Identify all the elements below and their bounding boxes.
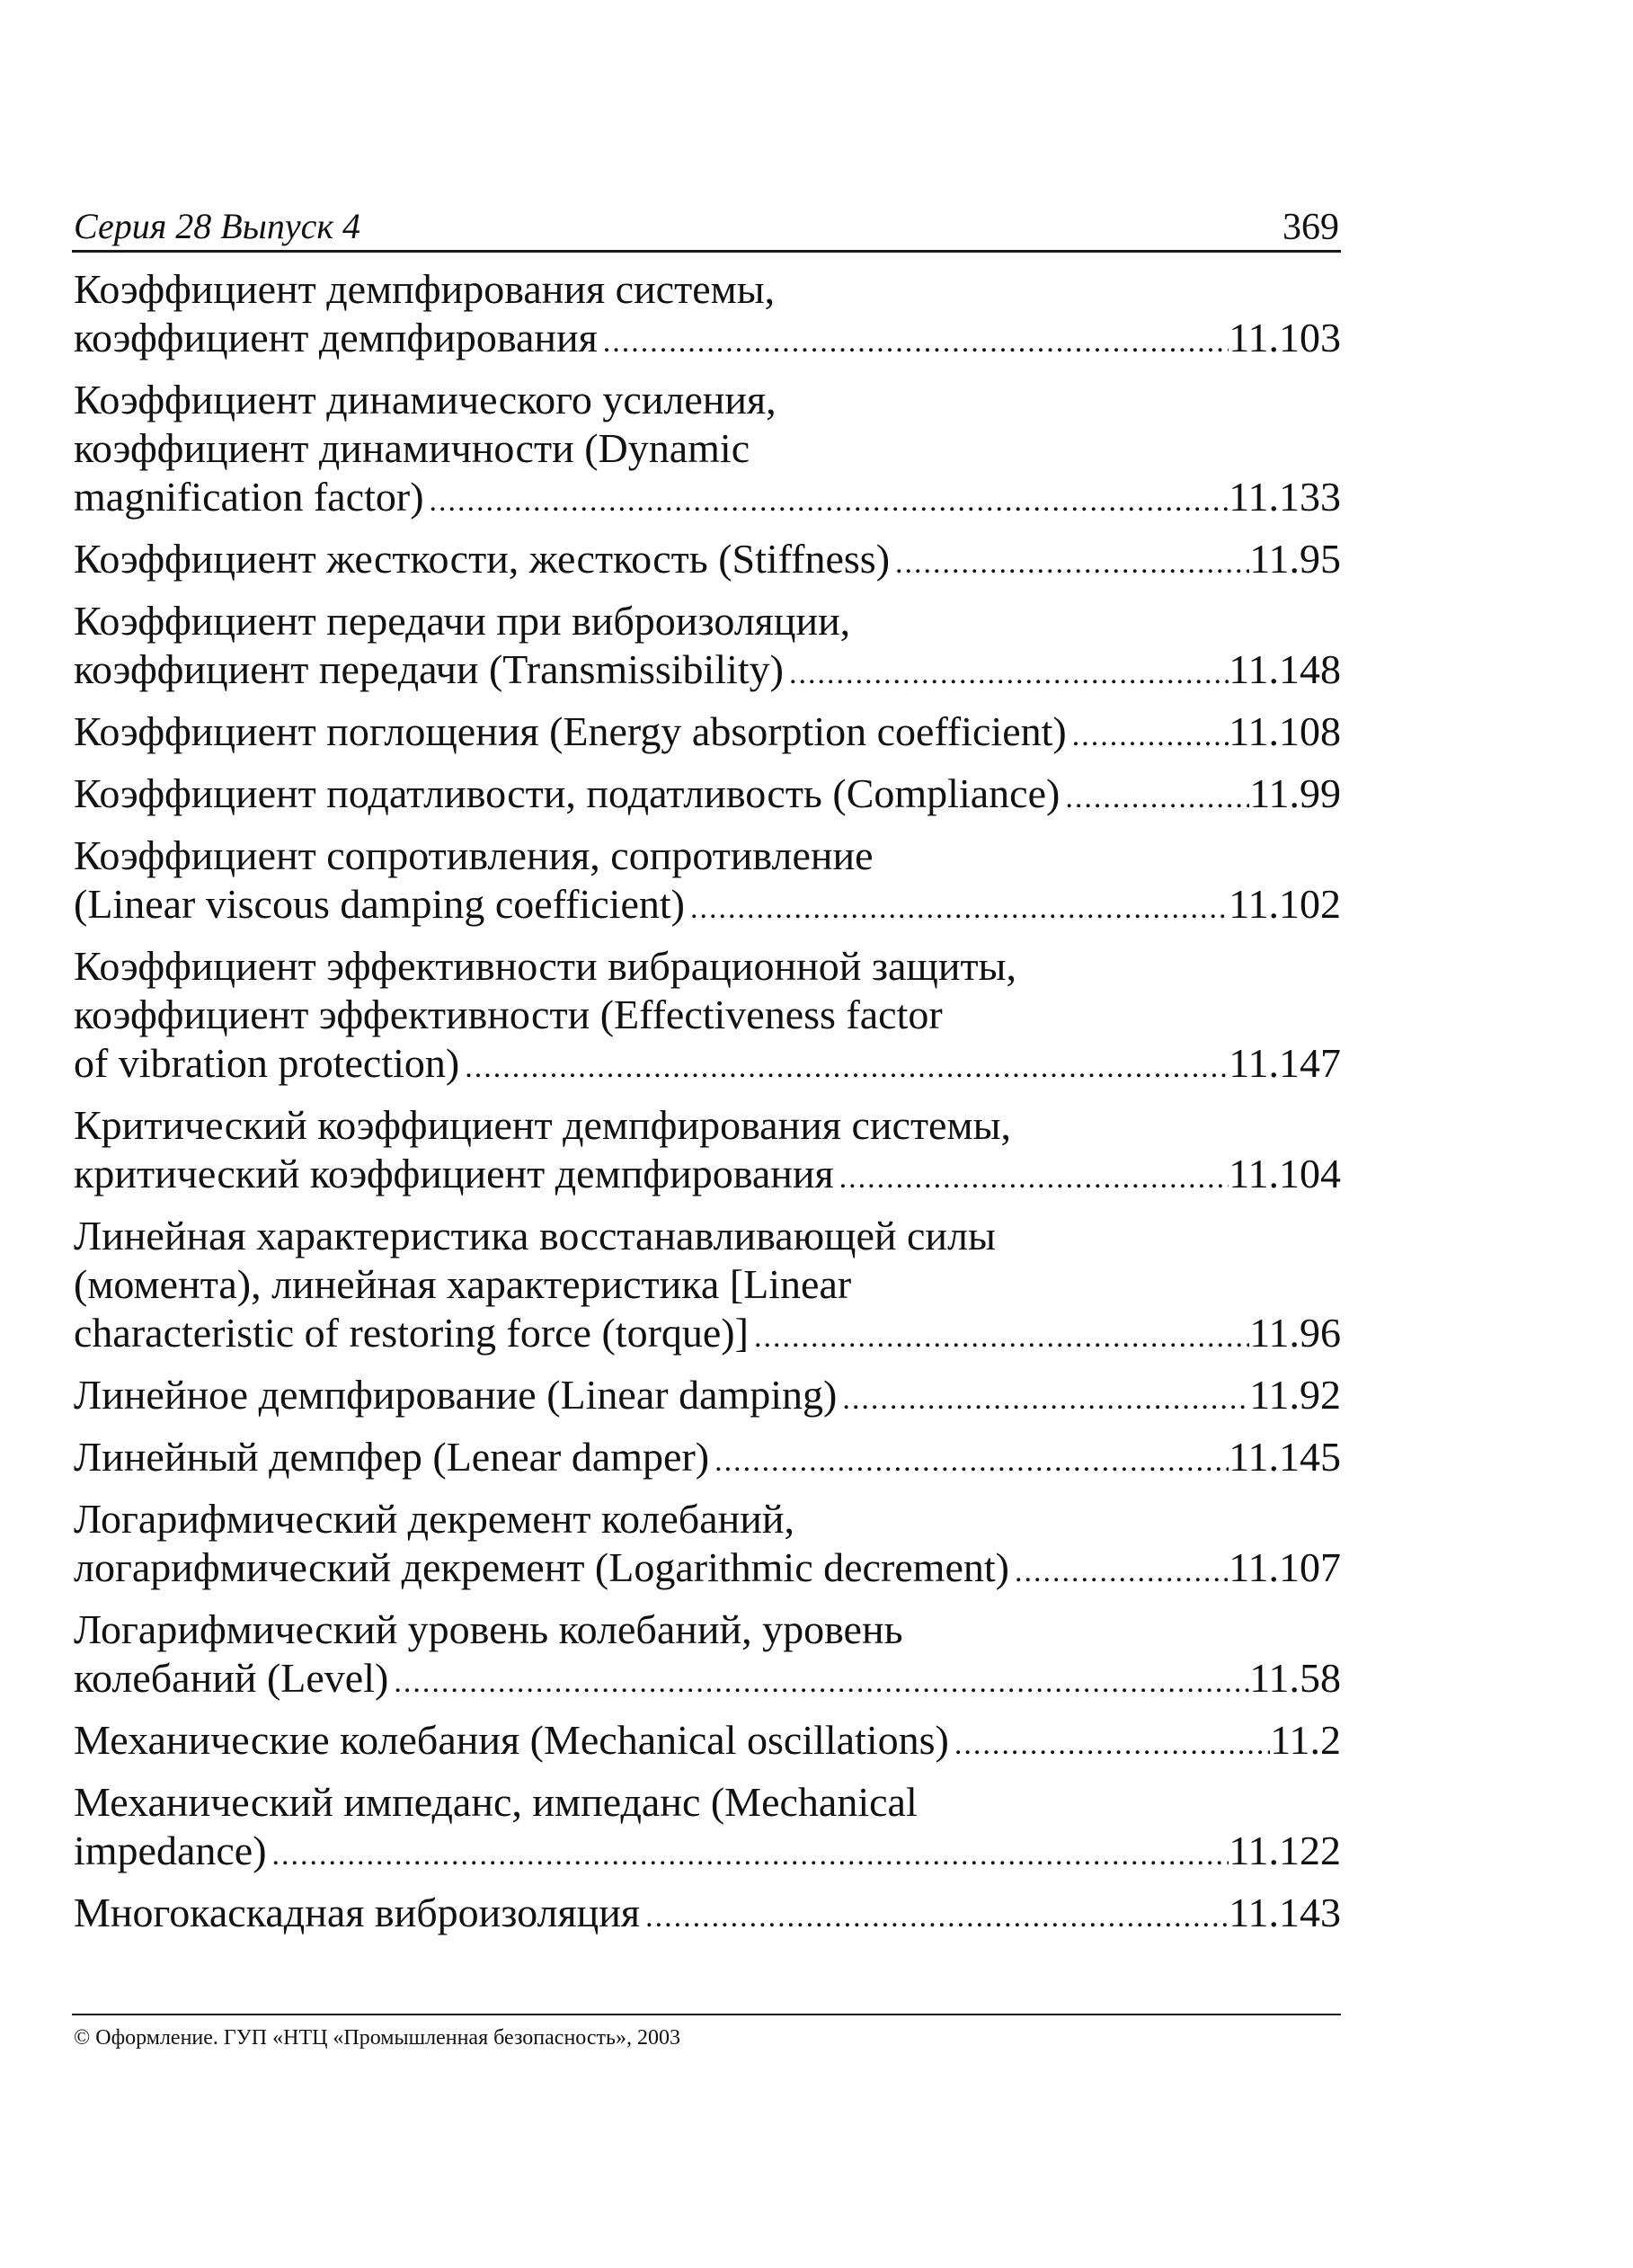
footer-divider	[72, 2014, 1341, 2015]
entry-last-line	[74, 1654, 1341, 1707]
dot-leader	[459, 1044, 1229, 1092]
entry-term: коэффициент передачи (Transmissibility)	[74, 646, 784, 692]
entry-reference: 11.147	[1229, 1040, 1341, 1086]
entry-last-line	[74, 1543, 1341, 1596]
index-entry	[74, 942, 1341, 1092]
entry-term: Механические колебания (Mechanical oscillations)	[74, 1717, 949, 1763]
entry-reference: 11.96	[1249, 1310, 1341, 1356]
entry-reference: 11.122	[1229, 1828, 1341, 1873]
entry-reference: 11.133	[1229, 474, 1341, 520]
entry-last-line	[74, 1150, 1341, 1203]
dot-leader	[709, 1437, 1229, 1486]
entry-text-line: Коэффициент демпфирования системы,	[74, 266, 776, 312]
index-entry	[74, 832, 1341, 933]
entry-reference: 11.143	[1229, 1890, 1341, 1935]
entry-reference: 11.58	[1249, 1655, 1341, 1701]
entry-term: Многокаскадная виброизоляция	[74, 1890, 641, 1935]
entry-text-line: Логарифмический декремент колебаний,	[74, 1496, 794, 1542]
entry-text-line: Коэффициент передачи при виброизоляции,	[74, 598, 851, 644]
entry-text-line: коэффициент динамичности (Dynamic	[74, 425, 750, 471]
dot-leader	[949, 1721, 1270, 1769]
dot-leader	[837, 1375, 1249, 1424]
entry-last-line	[74, 1433, 1341, 1486]
entry-last-line	[74, 645, 1341, 698]
index-entry	[74, 265, 1341, 367]
entry-reference: 11.148	[1229, 646, 1341, 692]
entry-reference: 11.102	[1229, 881, 1341, 927]
entry-last-line	[74, 473, 1341, 526]
dot-leader	[685, 885, 1229, 933]
index-entry	[74, 1371, 1341, 1424]
index-entry	[74, 769, 1341, 823]
entry-text-line: Критический коэффициент демпфирования системы,	[74, 1102, 1011, 1148]
entry-text-line: коэффициент эффективности (Effectiveness factor	[74, 992, 943, 1037]
entry-last-line	[74, 1309, 1341, 1362]
dot-leader	[1060, 774, 1249, 823]
dot-leader	[1067, 712, 1229, 760]
dot-leader	[267, 1831, 1229, 1880]
index-entry	[74, 1433, 1341, 1486]
entry-reference: 11.103	[1229, 315, 1341, 360]
entry-last-line	[74, 1716, 1341, 1769]
footer-copyright: © Оформление. ГУП «НТЦ «Промышленная безопасность», 2003	[74, 2026, 680, 2050]
entry-term: magnification factor)	[74, 474, 424, 520]
index-entry	[74, 1495, 1341, 1596]
entry-term: колебаний (Level)	[74, 1655, 389, 1701]
entry-text-line: Коэффициент эффективности вибрационной защиты,	[74, 943, 1016, 989]
index-entry	[74, 1716, 1341, 1769]
entry-reference: 11.2	[1270, 1717, 1341, 1763]
index-entry	[74, 1889, 1341, 1942]
entry-reference: 11.107	[1229, 1544, 1341, 1590]
entry-reference: 11.95	[1249, 536, 1341, 582]
dot-leader	[749, 1313, 1249, 1362]
entry-last-line	[74, 1039, 1341, 1092]
entry-last-line	[74, 707, 1341, 760]
series-title: Серия 28 Выпуск 4	[74, 206, 361, 246]
entry-text-line: Линейная характеристика восстанавливающей силы	[74, 1213, 996, 1259]
index-entry	[74, 1101, 1341, 1203]
dot-leader	[1009, 1548, 1229, 1596]
index-entries	[74, 265, 1341, 1951]
entry-term: критический коэффициент демпфирования	[74, 1151, 834, 1196]
entry-text-line: Коэффициент динамического усиления,	[74, 377, 777, 422]
entry-last-line	[74, 1371, 1341, 1424]
entry-term: of vibration protection)	[74, 1040, 460, 1086]
entry-term: characteristic of restoring force (torque)]	[74, 1310, 749, 1356]
entry-term: (Linear viscous damping coefficient)	[74, 881, 685, 927]
entry-text-line: (момента), линейная характеристика [Linear	[74, 1261, 852, 1307]
entry-term: Коэффициент податливости, податливость (Compliance)	[74, 770, 1061, 816]
index-entry	[74, 707, 1341, 760]
entry-last-line	[74, 769, 1341, 823]
entry-text-line: Механический импеданс, импеданс (Mechanical	[74, 1779, 918, 1825]
entry-term: Линейное демпфирование (Linear damping)	[74, 1372, 838, 1418]
entry-last-line	[74, 535, 1341, 588]
entry-term: Коэффициент поглощения (Energy absorption coefficient)	[74, 708, 1067, 754]
dot-leader	[834, 1154, 1229, 1203]
page-number: 369	[1282, 207, 1339, 248]
dot-leader	[424, 477, 1229, 526]
dot-leader	[598, 318, 1229, 367]
dot-leader	[890, 539, 1249, 588]
index-entry	[74, 1605, 1341, 1707]
entry-last-line	[74, 1827, 1341, 1880]
entry-last-line	[74, 314, 1341, 367]
running-header	[72, 196, 1341, 253]
dot-leader	[784, 650, 1229, 698]
entry-term: impedance)	[74, 1828, 267, 1873]
dot-leader	[640, 1893, 1229, 1942]
entry-reference: 11.104	[1229, 1151, 1341, 1196]
index-entry	[74, 597, 1341, 698]
entry-reference: 11.92	[1249, 1372, 1341, 1418]
dot-leader	[388, 1659, 1249, 1707]
index-entry	[74, 1212, 1341, 1362]
entry-last-line	[74, 880, 1341, 933]
entry-term: Линейный демпфер (Lenear damper)	[74, 1434, 710, 1480]
entry-text-line: Коэффициент сопротивления, сопротивление	[74, 832, 874, 878]
entry-term: Коэффициент жесткости, жесткость (Stiffness)	[74, 536, 891, 582]
entry-last-line	[74, 1889, 1341, 1942]
index-entry	[74, 535, 1341, 588]
entry-reference: 11.108	[1229, 708, 1341, 754]
index-entry	[74, 376, 1341, 526]
entry-term: коэффициент демпфирования	[74, 315, 598, 360]
entry-reference: 11.145	[1229, 1434, 1341, 1480]
index-entry	[74, 1778, 1341, 1880]
entry-reference: 11.99	[1249, 770, 1341, 816]
entry-term: логарифмический декремент (Logarithmic decrement)	[74, 1544, 1009, 1590]
entry-text-line: Логарифмический уровень колебаний, уровень	[74, 1606, 903, 1652]
